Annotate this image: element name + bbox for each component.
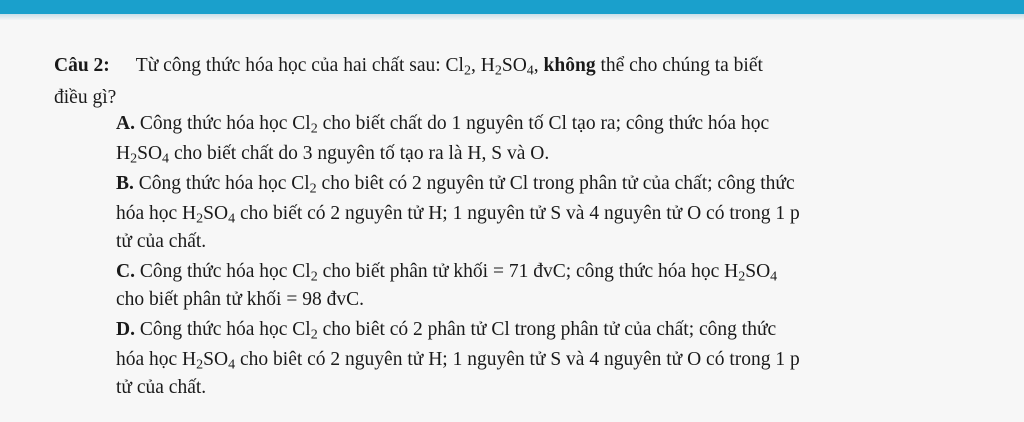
question-line-2: điều gì? — [54, 87, 117, 108]
formula-cl2: $Cl_2$ — [445, 55, 471, 79]
option-a-line-1: A. Công thức hóa học $Cl_2$ cho biết chất do 1 nguyên tố Cl tạo ra; công thức hóa học — [116, 113, 770, 137]
formula-h2so4: $H_2SO_4$ — [480, 55, 534, 79]
option-b-line-3: tử của chất. — [116, 231, 207, 252]
option-d-line-2: hóa học $H_2SO_4$ cho biêt có 2 nguyên tử H; 1 nguyên tử S và 4 nguyên tử O có trong 1 p — [116, 349, 800, 373]
question-document — [0, 20, 1024, 422]
option-d-line-1: D. Công thức hóa học $Cl_2$ cho biêt có 2 phân tử Cl trong phân tử của chất; công thức — [116, 319, 777, 343]
question-line-1: Câu 2: Từ công thức hóa học của hai chất sau: $Cl_2$, $H_2SO_4$, không thể cho chúng ta biết — [54, 55, 763, 79]
option-b-line-2: hóa học $H_2SO_4$ cho biết có 2 nguyên tử H; 1 nguyên tử S và 4 nguyên tử O có trong 1 p — [116, 203, 800, 227]
question-text-after: thể cho chúng ta biết — [595, 55, 763, 76]
question-bold-phrase: không — [538, 55, 596, 76]
option-d-letter: D. — [116, 319, 135, 340]
option-a-line-2: $H_2SO_4$ cho biết chất do 3 nguyên tố tạo ra là H, S và O. — [116, 143, 550, 167]
option-d-line-3: tử của chất. — [116, 377, 207, 398]
option-c-line-2: cho biết phân tử khối = 98 đvC. — [116, 289, 364, 310]
question-label: Câu 2: — [54, 55, 110, 76]
option-b-line-1: B. Công thức hóa học $Cl_2$ cho biêt có 2 nguyên tử Cl trong phân tử của chất; công thức — [116, 173, 795, 197]
option-c-line-1: C. Công thức hóa học $Cl_2$ cho biết phân tử khối = 71 đvC; công thức hóa học $H_2SO_4$ — [116, 261, 778, 285]
option-c-letter: C. — [116, 261, 135, 282]
option-a-letter: A. — [116, 113, 135, 134]
top-header-bar — [0, 0, 1024, 14]
option-b-letter: B. — [116, 173, 134, 194]
question-text-before: Từ công thức hóa học của hai chất sau: — [135, 55, 446, 76]
